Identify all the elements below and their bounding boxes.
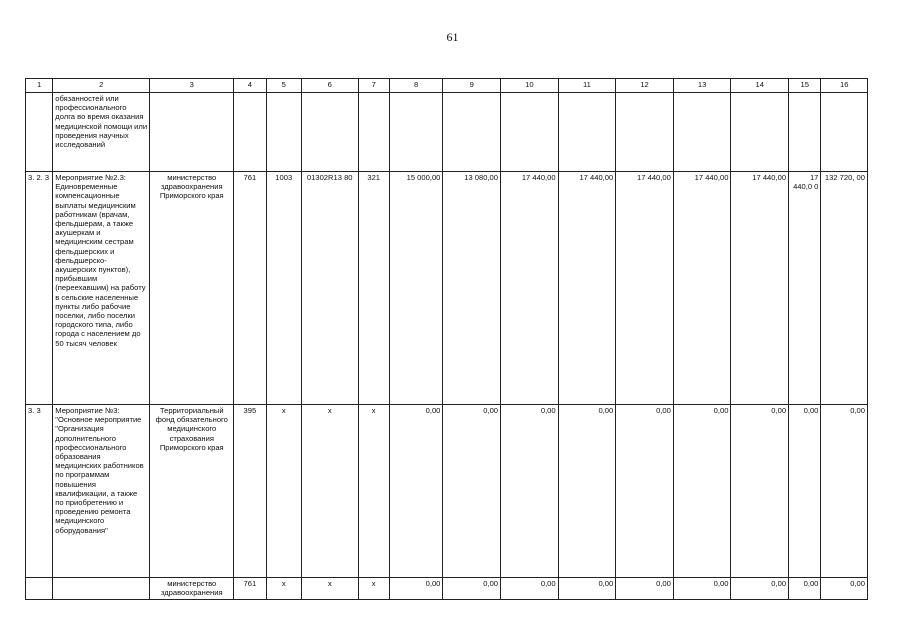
expense-type-code: 321 xyxy=(358,172,389,405)
column-header: 13 xyxy=(673,79,731,93)
activity-name: Мероприятие №3: "Основное мероприятие "Организация дополнительного профессионального образования медицинских работников по программам повышения квалификации, а также по приобретению и проведению ремонта медицинского оборудования" xyxy=(53,405,150,578)
responsible-executor: Территориальный фонд обязательного медицинского страхования Приморского края xyxy=(150,405,234,578)
budget-table xyxy=(25,78,868,600)
grbs-code: 761 xyxy=(234,578,266,600)
column-header: 7 xyxy=(358,79,389,93)
amount-cell xyxy=(501,93,559,172)
total-cell: 0,00 xyxy=(821,578,868,600)
column-header: 4 xyxy=(234,79,266,93)
activity-name: Мероприятие №2.3: Единовременные компенсационные выплаты медицинским работникам (врачам, фельдшерам, а также акушеркам и медицинским сестрам фельдшерских и фельдшерско-акушерских пунктов), прибывшим (переехавшим) на работу в сельские населенные пункты либо рабочие поселки, либо поселки городского типа, либо города с населением до 50 тысяч человек xyxy=(53,172,150,405)
amount-cell xyxy=(558,93,616,172)
expense-type-code: x xyxy=(358,578,389,600)
amount-cell: 0,00 xyxy=(558,578,616,600)
amount-cell: 0,00 xyxy=(673,405,731,578)
amount-cell: 0,00 xyxy=(731,578,789,600)
column-header: 8 xyxy=(389,79,443,93)
amount-cell: 17 440,0 0 xyxy=(789,172,821,405)
target-article-code xyxy=(301,93,358,172)
row-number xyxy=(26,93,53,172)
amount-cell: 0,00 xyxy=(501,578,559,600)
column-header: 3 xyxy=(150,79,234,93)
responsible-executor: министерство здравоохранения xyxy=(150,578,234,600)
amount-cell: 0,00 xyxy=(389,405,443,578)
column-header: 1 xyxy=(26,79,53,93)
amount-cell: 17 440,00 xyxy=(673,172,731,405)
table-row xyxy=(26,172,868,405)
row-number xyxy=(26,578,53,600)
section-code: x xyxy=(266,578,301,600)
amount-cell: 17 440,00 xyxy=(558,172,616,405)
amount-cell: 17 440,00 xyxy=(731,172,789,405)
activity-name xyxy=(53,578,150,600)
column-header: 15 xyxy=(789,79,821,93)
column-header: 14 xyxy=(731,79,789,93)
amount-cell: 0,00 xyxy=(558,405,616,578)
page-number: 61 xyxy=(446,30,459,44)
total-cell: 0,00 xyxy=(821,405,868,578)
section-code: 1003 xyxy=(266,172,301,405)
expense-type-code: x xyxy=(358,405,389,578)
row-number: 3. 2. 3 xyxy=(26,172,53,405)
amount-cell: 0,00 xyxy=(673,578,731,600)
amount-cell: 13 080,00 xyxy=(443,172,501,405)
table-row xyxy=(26,578,868,600)
amount-cell: 17 440,00 xyxy=(616,172,674,405)
amount-cell: 0,00 xyxy=(616,578,674,600)
column-header: 12 xyxy=(616,79,674,93)
column-header: 11 xyxy=(558,79,616,93)
target-article-code: x xyxy=(301,578,358,600)
amount-cell xyxy=(443,93,501,172)
amount-cell xyxy=(731,93,789,172)
grbs-code: 395 xyxy=(234,405,266,578)
grbs-code: 761 xyxy=(234,172,266,405)
column-number-row xyxy=(26,79,868,93)
amount-cell: 0,00 xyxy=(789,578,821,600)
total-cell: 132 720, 00 xyxy=(821,172,868,405)
responsible-executor: министерство здравоохранения Приморского края xyxy=(150,172,234,405)
column-header: 10 xyxy=(501,79,559,93)
amount-cell xyxy=(389,93,443,172)
amount-cell xyxy=(616,93,674,172)
section-code: x xyxy=(266,405,301,578)
column-header: 2 xyxy=(53,79,150,93)
target-article-code: 01302R13 80 xyxy=(301,172,358,405)
amount-cell: 0,00 xyxy=(389,578,443,600)
row-number: 3. 3 xyxy=(26,405,53,578)
amount-cell: 0,00 xyxy=(501,405,559,578)
grbs-code xyxy=(234,93,266,172)
amount-cell: 0,00 xyxy=(731,405,789,578)
responsible-executor xyxy=(150,93,234,172)
amount-cell: 0,00 xyxy=(443,578,501,600)
column-header: 5 xyxy=(266,79,301,93)
amount-cell: 17 440,00 xyxy=(501,172,559,405)
activity-name: обязанностей или профессионального долга во время оказания медицинской помощи или проведения научных исследований xyxy=(53,93,150,172)
amount-cell xyxy=(673,93,731,172)
column-header: 6 xyxy=(301,79,358,93)
expense-type-code xyxy=(358,93,389,172)
column-header: 16 xyxy=(821,79,868,93)
amount-cell: 15 000,00 xyxy=(389,172,443,405)
table-row xyxy=(26,405,868,578)
amount-cell: 0,00 xyxy=(616,405,674,578)
amount-cell xyxy=(789,93,821,172)
total-cell xyxy=(821,93,868,172)
section-code xyxy=(266,93,301,172)
table-row xyxy=(26,93,868,172)
target-article-code: x xyxy=(301,405,358,578)
column-header: 9 xyxy=(443,79,501,93)
amount-cell: 0,00 xyxy=(443,405,501,578)
amount-cell: 0,00 xyxy=(789,405,821,578)
